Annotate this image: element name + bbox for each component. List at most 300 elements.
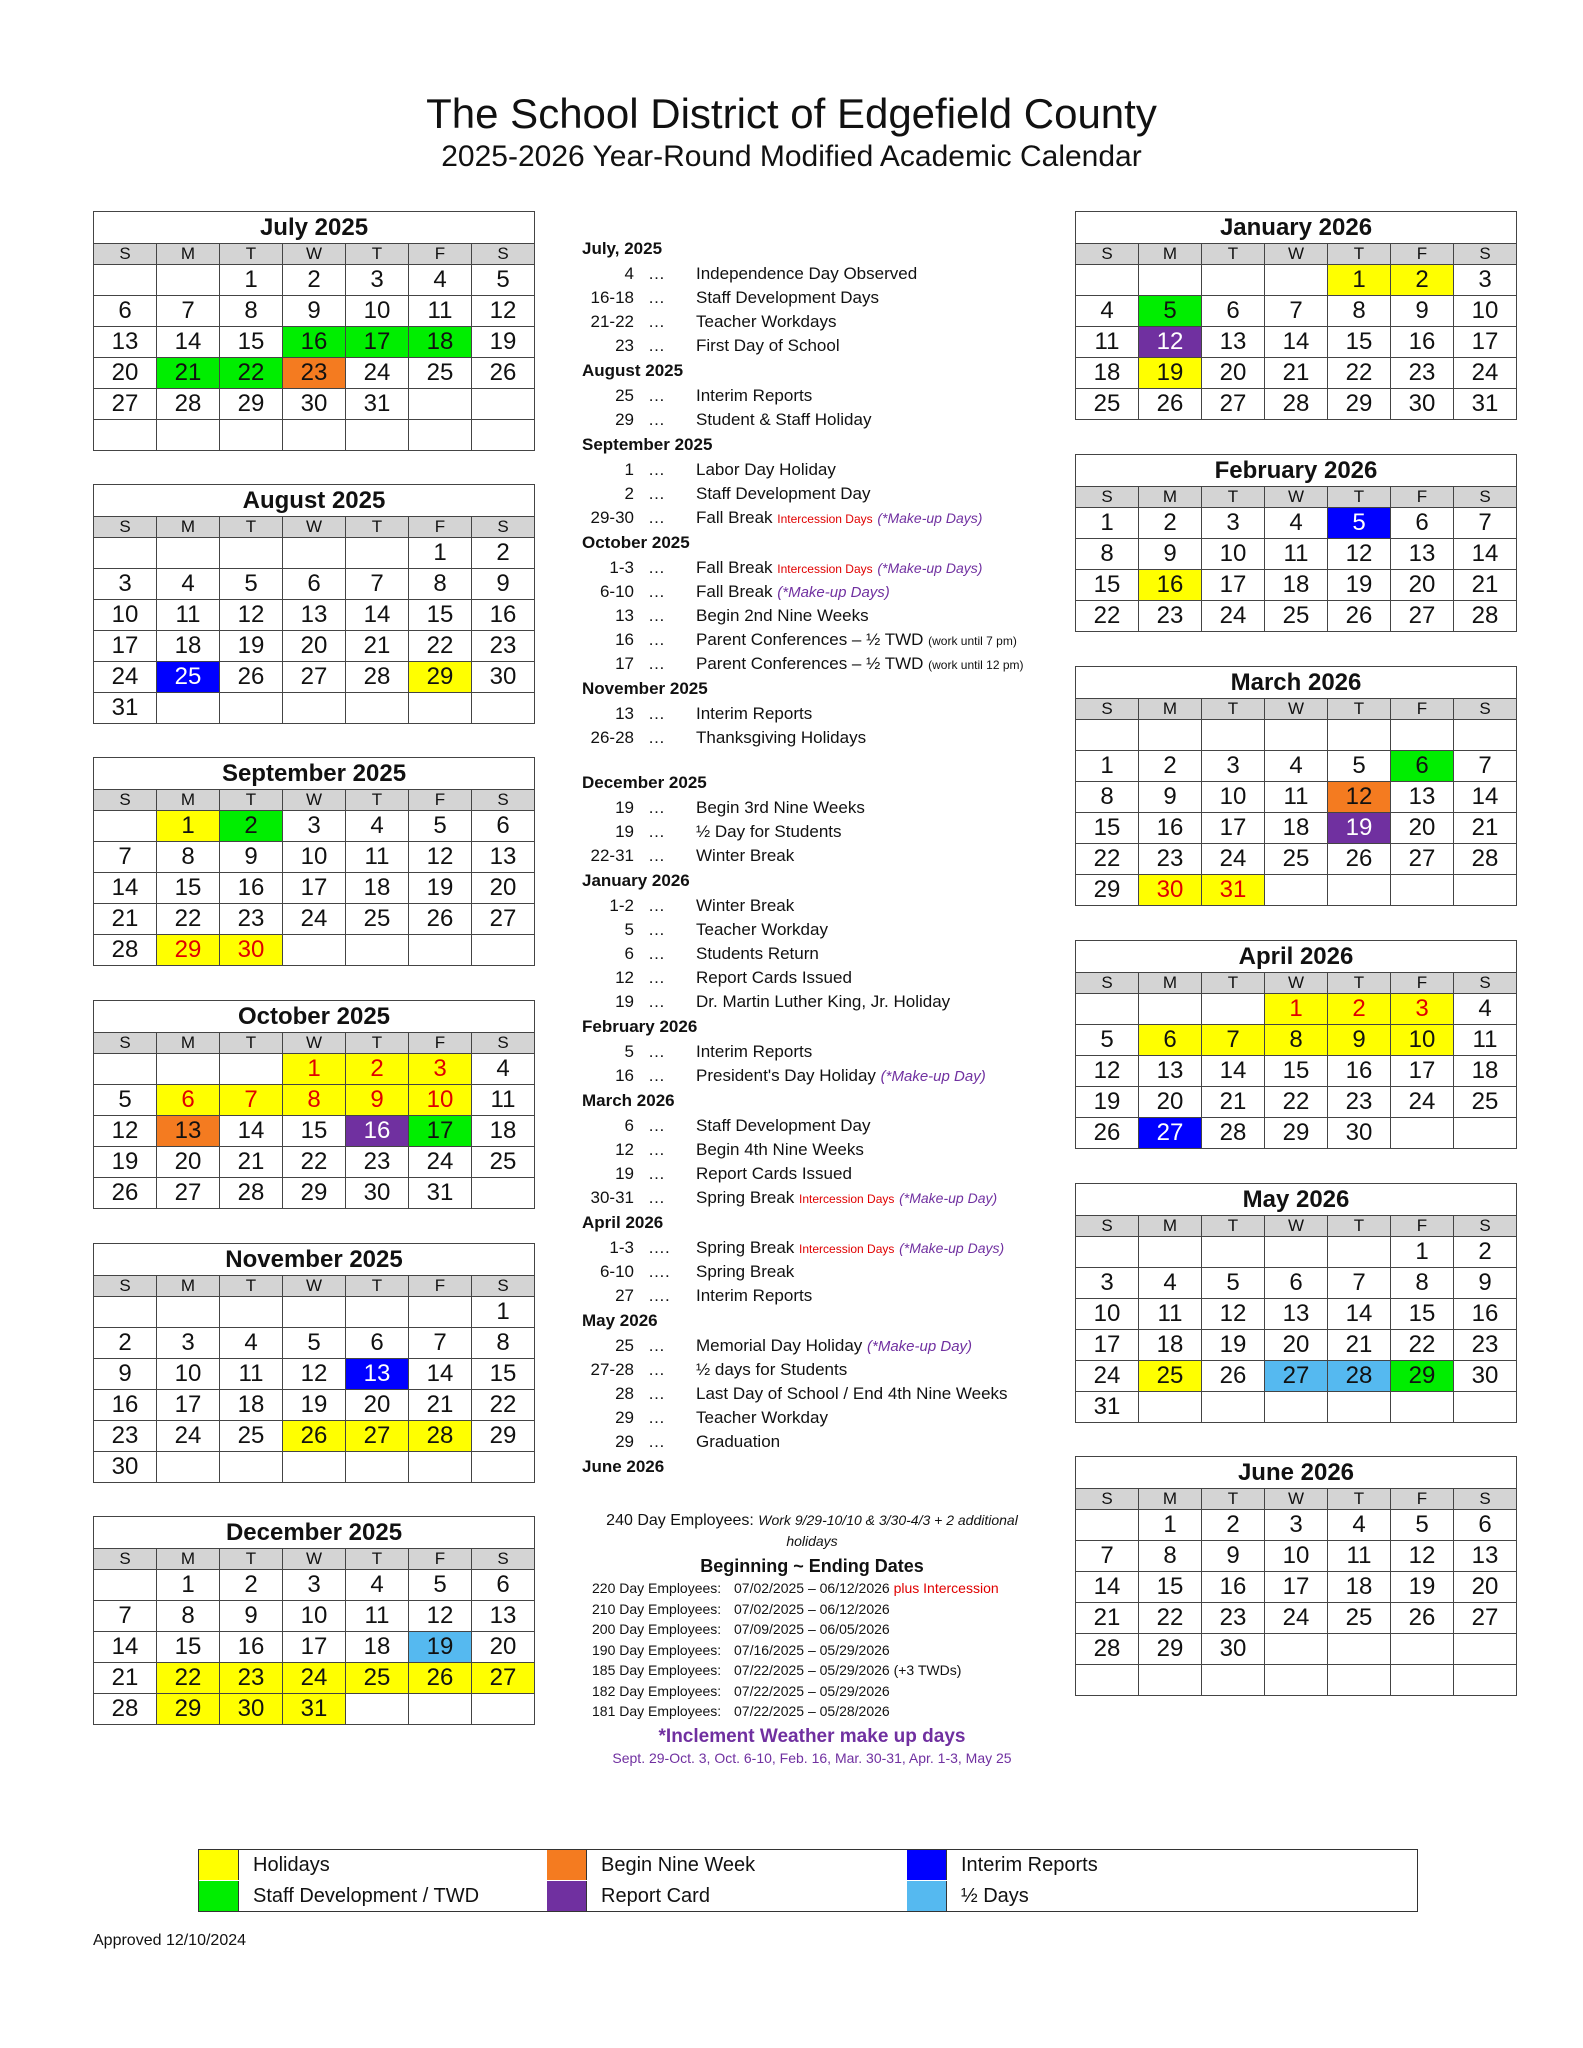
day-cell: 19: [1202, 1330, 1265, 1361]
day-header: M: [157, 517, 220, 538]
day-header-row: [1076, 244, 1517, 265]
day-cell: 4: [220, 1328, 283, 1359]
day-cell: 20: [472, 873, 535, 904]
week-row: [1076, 1572, 1517, 1603]
day-header: W: [1265, 1489, 1328, 1510]
day-cell: 2: [346, 1054, 409, 1085]
day-header: T: [220, 1033, 283, 1054]
day-cell: 16: [220, 1632, 283, 1663]
day-cell: 30: [283, 389, 346, 420]
day-header: M: [157, 244, 220, 265]
day-header: S: [1454, 699, 1517, 720]
calendar-jun: [1075, 1456, 1517, 1696]
day-cell: 30: [94, 1452, 157, 1483]
day-cell: 14: [1202, 1056, 1265, 1087]
event-date: 6-10: [599, 1262, 634, 1281]
day-cell: 25: [1265, 601, 1328, 632]
day-header: S: [1076, 487, 1139, 508]
event-item: [582, 1382, 1042, 1406]
week-row: [94, 1297, 535, 1328]
event-item: [582, 1284, 1042, 1308]
day-cell: 12: [409, 842, 472, 873]
day-cell: 30: [1328, 1118, 1391, 1149]
day-cell: 11: [409, 296, 472, 327]
empty-cell: [157, 538, 220, 569]
day-cell: 12: [220, 600, 283, 631]
event-label: [696, 408, 871, 432]
week-row: [1076, 296, 1517, 327]
day-cell: 22: [157, 1663, 220, 1694]
day-cell: 20: [283, 631, 346, 662]
day-header-row: [94, 244, 535, 265]
day-cell: 28: [1454, 601, 1517, 632]
day-cell: 13: [1202, 327, 1265, 358]
empty-cell: [1139, 1237, 1202, 1268]
day-header: M: [1139, 1489, 1202, 1510]
day-cell: 15: [1139, 1572, 1202, 1603]
day-cell: 15: [283, 1116, 346, 1147]
day-cell: 21: [94, 1663, 157, 1694]
day-header: F: [1391, 699, 1454, 720]
empty-cell: [346, 538, 409, 569]
day-header: S: [472, 244, 535, 265]
day-cell: 22: [1265, 1087, 1328, 1118]
makeup-note: (*Make-up Day): [899, 1190, 998, 1206]
day-header-row: [1076, 1216, 1517, 1237]
day-cell: 9: [220, 842, 283, 873]
day-cell: 13: [472, 842, 535, 873]
day-header: M: [1139, 973, 1202, 994]
empty-cell: [1454, 1665, 1517, 1696]
employee-extra: plus Intercession: [893, 1580, 999, 1596]
day-cell: 24: [94, 662, 157, 693]
empty-cell: [94, 265, 157, 296]
event-label-text: ½ Day for Students: [696, 822, 842, 841]
day-cell: 18: [346, 1632, 409, 1663]
event-label: [696, 844, 794, 868]
week-row: [1076, 1634, 1517, 1665]
week-row: [1076, 1118, 1517, 1149]
week-row: [94, 1570, 535, 1601]
event-label: [696, 918, 828, 942]
day-cell: 11: [1139, 1299, 1202, 1330]
event-label: [696, 556, 982, 581]
empty-cell: [220, 1297, 283, 1328]
empty-cell: [1328, 720, 1391, 751]
event-item: [582, 310, 1042, 334]
day-cell: 13: [94, 327, 157, 358]
empty-cell: [1202, 994, 1265, 1025]
calendar-jan: [1075, 211, 1517, 420]
day-cell: 3: [1202, 751, 1265, 782]
event-date: 27: [615, 1286, 634, 1305]
events-month-heading: May 2026: [582, 1311, 658, 1330]
week-row: [94, 569, 535, 600]
day-cell: 27: [1391, 601, 1454, 632]
day-cell: 24: [1202, 844, 1265, 875]
day-cell: 1: [157, 1570, 220, 1601]
events-month-heading: April 2026: [582, 1213, 664, 1232]
day-cell: 20: [1454, 1572, 1517, 1603]
day-header-row: [94, 1276, 535, 1297]
empty-cell: [409, 1452, 472, 1483]
week-row: [94, 935, 535, 966]
day-cell: 17: [1265, 1572, 1328, 1603]
event-label: [696, 262, 917, 286]
event-label-text: Teacher Workday: [696, 1408, 828, 1427]
day-cell: 2: [1202, 1510, 1265, 1541]
day-cell: 9: [1202, 1541, 1265, 1572]
day-cell: 15: [1076, 570, 1139, 601]
day-cell: 1: [409, 538, 472, 569]
day-header: T: [220, 1549, 283, 1570]
event-label-text: Report Cards Issued: [696, 968, 852, 987]
day-cell: 5: [409, 811, 472, 842]
day-cell: 29: [409, 662, 472, 693]
week-row: [94, 842, 535, 873]
day-cell: 22: [1328, 358, 1391, 389]
empty-cell: [1328, 1237, 1391, 1268]
day-header-row: [94, 790, 535, 811]
event-label-text: Fall Break: [696, 582, 773, 601]
day-cell: 23: [472, 631, 535, 662]
day-cell: 20: [94, 358, 157, 389]
employee-row: [582, 1660, 1042, 1681]
day-cell: 25: [1265, 844, 1328, 875]
day-cell: 15: [157, 1632, 220, 1663]
event-date: 19: [615, 798, 634, 817]
event-dots: …: [648, 822, 665, 841]
empty-cell: [94, 1297, 157, 1328]
event-item: [582, 262, 1042, 286]
empty-cell: [1454, 875, 1517, 906]
intercession-note: Intercession Days: [777, 562, 873, 576]
day-header: S: [1454, 973, 1517, 994]
week-row: [94, 662, 535, 693]
event-item: [582, 1406, 1042, 1430]
event-label: [696, 384, 812, 408]
day-cell: 6: [1202, 296, 1265, 327]
day-cell: 1: [220, 265, 283, 296]
event-label-text: Memorial Day Holiday: [696, 1336, 863, 1355]
day-cell: 28: [346, 662, 409, 693]
event-label-text: Dr. Martin Luther King, Jr. Holiday: [696, 992, 951, 1011]
legend-label: Begin Nine Week: [601, 1854, 756, 1876]
day-cell: 18: [472, 1116, 535, 1147]
event-item: [582, 844, 1042, 868]
day-cell: 25: [346, 1663, 409, 1694]
day-cell: 7: [1076, 1541, 1139, 1572]
empty-cell: [472, 693, 535, 724]
day-header: F: [1391, 487, 1454, 508]
day-header: T: [346, 1549, 409, 1570]
event-label-text: Teacher Workdays: [696, 312, 837, 331]
day-cell: 9: [346, 1085, 409, 1116]
week-row: [94, 358, 535, 389]
event-date: 25: [615, 386, 634, 405]
empty-cell: [1391, 720, 1454, 751]
day-cell: 19: [1391, 1572, 1454, 1603]
week-row: [1076, 844, 1517, 875]
day-cell: 7: [94, 842, 157, 873]
day-cell: 7: [1454, 751, 1517, 782]
empty-cell: [1391, 1118, 1454, 1149]
event-item: [582, 506, 1042, 530]
day-cell: 3: [346, 265, 409, 296]
day-cell: 19: [1328, 570, 1391, 601]
day-cell: 30: [1202, 1634, 1265, 1665]
calendar-apr: [1075, 940, 1517, 1149]
day-header: S: [472, 517, 535, 538]
empty-cell: [1391, 1392, 1454, 1423]
day-cell: 2: [94, 1328, 157, 1359]
day-cell: 12: [1139, 327, 1202, 358]
empty-cell: [1202, 1237, 1265, 1268]
event-date: 1-3: [609, 1238, 634, 1257]
day-cell: 28: [94, 1694, 157, 1725]
day-cell: 26: [1076, 1118, 1139, 1149]
day-cell: 13: [1391, 782, 1454, 813]
day-cell: 11: [346, 842, 409, 873]
event-dots: …: [648, 312, 665, 331]
empty-cell: [409, 420, 472, 451]
day-cell: 25: [346, 904, 409, 935]
day-cell: 14: [1265, 327, 1328, 358]
empty-cell: [1076, 1665, 1139, 1696]
day-header: S: [472, 1033, 535, 1054]
day-cell: 12: [283, 1359, 346, 1390]
day-header: F: [409, 517, 472, 538]
day-cell: 29: [283, 1178, 346, 1209]
week-row: [1076, 720, 1517, 751]
event-label: [696, 702, 812, 726]
empty-cell: [472, 1178, 535, 1209]
day-cell: 6: [1454, 1510, 1517, 1541]
event-label: [696, 1114, 871, 1138]
day-cell: 3: [283, 1570, 346, 1601]
day-cell: 22: [1391, 1330, 1454, 1361]
day-cell: 24: [1202, 601, 1265, 632]
day-header: T: [1202, 487, 1265, 508]
makeup-note: (*Make-up Days): [899, 1240, 1005, 1256]
employee-dates: 07/16/2025 – 05/29/2026: [734, 1641, 890, 1658]
day-cell: 11: [1265, 539, 1328, 570]
day-cell: 4: [1328, 1510, 1391, 1541]
event-dots: …: [648, 1066, 665, 1085]
empty-cell: [1202, 265, 1265, 296]
event-label: [696, 1040, 812, 1064]
day-cell: 30: [220, 1694, 283, 1725]
day-header: T: [1328, 244, 1391, 265]
day-cell: 5: [1202, 1268, 1265, 1299]
event-label-text: Teacher Workday: [696, 920, 828, 939]
makeup-note: (*Make-up Days): [877, 560, 983, 576]
day-header: W: [1265, 1216, 1328, 1237]
empty-cell: [1139, 994, 1202, 1025]
week-row: [94, 904, 535, 935]
events-month-heading: February 2026: [582, 1017, 698, 1036]
empty-cell: [409, 1297, 472, 1328]
day-cell: 28: [1328, 1361, 1391, 1392]
event-item: [582, 1162, 1042, 1186]
day-cell: 6: [157, 1085, 220, 1116]
day-cell: 8: [1139, 1541, 1202, 1572]
day-cell: 29: [157, 1694, 220, 1725]
day-header: W: [1265, 244, 1328, 265]
events-month-heading: November 2025: [582, 679, 708, 698]
event-item: [582, 1260, 1042, 1284]
day-cell: 3: [157, 1328, 220, 1359]
day-cell: 13: [472, 1601, 535, 1632]
day-header: T: [346, 517, 409, 538]
week-row: [1076, 875, 1517, 906]
legend-swatch: [547, 1881, 587, 1911]
empty-cell: [346, 693, 409, 724]
day-cell: 14: [1076, 1572, 1139, 1603]
event-item: [582, 1334, 1042, 1358]
event-date: 1-2: [609, 896, 634, 915]
event-label: [696, 1430, 780, 1454]
day-cell: 18: [220, 1390, 283, 1421]
day-cell: 2: [1139, 751, 1202, 782]
employee-rows: [582, 1578, 1042, 1722]
day-header: S: [1454, 1216, 1517, 1237]
event-item: [582, 796, 1042, 820]
day-cell: 26: [220, 662, 283, 693]
day-cell: 6: [1139, 1025, 1202, 1056]
day-header: S: [94, 1549, 157, 1570]
day-header: S: [472, 1276, 535, 1297]
day-cell: 20: [1202, 358, 1265, 389]
day-cell: 13: [283, 600, 346, 631]
day-cell: 6: [1391, 508, 1454, 539]
employee-dates: [582, 1510, 1042, 1766]
event-date: 29: [615, 1408, 634, 1427]
day-cell: 17: [1391, 1056, 1454, 1087]
day-cell: 14: [157, 327, 220, 358]
day-cell: 24: [409, 1147, 472, 1178]
event-item: [582, 556, 1042, 580]
day-cell: 5: [1328, 508, 1391, 539]
day-header: M: [1139, 1216, 1202, 1237]
week-row: [1076, 539, 1517, 570]
event-date: 1-3: [609, 558, 634, 577]
day-cell: 6: [472, 1570, 535, 1601]
empty-cell: [94, 420, 157, 451]
day-cell: 10: [283, 842, 346, 873]
day-header: S: [1076, 699, 1139, 720]
event-label-text: ½ days for Students: [696, 1360, 848, 1379]
empty-cell: [283, 1452, 346, 1483]
events-month-heading: June 2026: [582, 1457, 665, 1476]
day-cell: 24: [283, 904, 346, 935]
day-cell: 11: [1265, 782, 1328, 813]
day-cell: 23: [94, 1421, 157, 1452]
day-cell: 2: [1328, 994, 1391, 1025]
day-header: F: [1391, 244, 1454, 265]
day-cell: 2: [220, 811, 283, 842]
week-row: [94, 538, 535, 569]
day-cell: 10: [1202, 782, 1265, 813]
day-cell: 3: [1265, 1510, 1328, 1541]
event-dots: …: [648, 920, 665, 939]
day-cell: 8: [472, 1328, 535, 1359]
empty-cell: [94, 1054, 157, 1085]
calendar-jul: [93, 211, 535, 451]
event-dots: …: [648, 460, 665, 479]
day-cell: 1: [283, 1054, 346, 1085]
day-cell: 9: [283, 296, 346, 327]
event-date: 1: [624, 460, 634, 479]
day-cell: 13: [157, 1116, 220, 1147]
day-cell: 16: [1139, 813, 1202, 844]
legend-label: Interim Reports: [961, 1854, 1098, 1876]
empty-cell: [1139, 1665, 1202, 1696]
week-row: [1076, 813, 1517, 844]
day-cell: 27: [283, 662, 346, 693]
day-cell: 25: [1076, 389, 1139, 420]
day-header: F: [1391, 973, 1454, 994]
day-cell: 2: [220, 1570, 283, 1601]
event-label-text: Last Day of School / End 4th Nine Weeks: [696, 1384, 1008, 1403]
week-row: [94, 1328, 535, 1359]
intercession-note: Intercession Days: [777, 512, 873, 526]
event-label-text: Thanksgiving Holidays: [696, 728, 867, 747]
events-month-heading: January 2026: [582, 871, 690, 890]
event-label-text: Winter Break: [696, 846, 795, 865]
event-item: [582, 726, 1042, 750]
day-cell: 22: [157, 904, 220, 935]
day-cell: 28: [1265, 389, 1328, 420]
event-label: [696, 1284, 812, 1308]
day-header: M: [157, 1276, 220, 1297]
day-cell: 7: [1328, 1268, 1391, 1299]
event-date: 16: [615, 630, 634, 649]
empty-cell: [1265, 720, 1328, 751]
makeup-note: (*Make-up Days): [877, 510, 983, 526]
day-cell: 8: [283, 1085, 346, 1116]
day-cell: 19: [220, 631, 283, 662]
day-cell: 10: [157, 1359, 220, 1390]
day-cell: 21: [157, 358, 220, 389]
week-row: [94, 1178, 535, 1209]
day-cell: 28: [94, 935, 157, 966]
day-cell: 11: [1454, 1025, 1517, 1056]
day-cell: 16: [1391, 327, 1454, 358]
day-cell: 4: [1139, 1268, 1202, 1299]
employee-type: 181 Day Employees:: [592, 1703, 722, 1719]
day-cell: 16: [94, 1390, 157, 1421]
day-header: S: [1076, 244, 1139, 265]
day-cell: 10: [1391, 1025, 1454, 1056]
event-dots: …: [648, 1360, 665, 1379]
day-cell: 31: [1202, 875, 1265, 906]
week-row: [94, 1390, 535, 1421]
event-label: [696, 1236, 1004, 1261]
employee-row: [582, 1619, 1042, 1640]
empty-cell: [220, 1452, 283, 1483]
event-label-text: Interim Reports: [696, 1042, 813, 1061]
day-cell: 17: [283, 873, 346, 904]
day-cell: 20: [472, 1632, 535, 1663]
day-header: T: [1328, 487, 1391, 508]
day-cell: 15: [1328, 327, 1391, 358]
day-cell: 13: [1265, 1299, 1328, 1330]
day-cell: 7: [1454, 508, 1517, 539]
day-cell: 1: [1328, 265, 1391, 296]
day-cell: 18: [1139, 1330, 1202, 1361]
empty-cell: [472, 1694, 535, 1725]
